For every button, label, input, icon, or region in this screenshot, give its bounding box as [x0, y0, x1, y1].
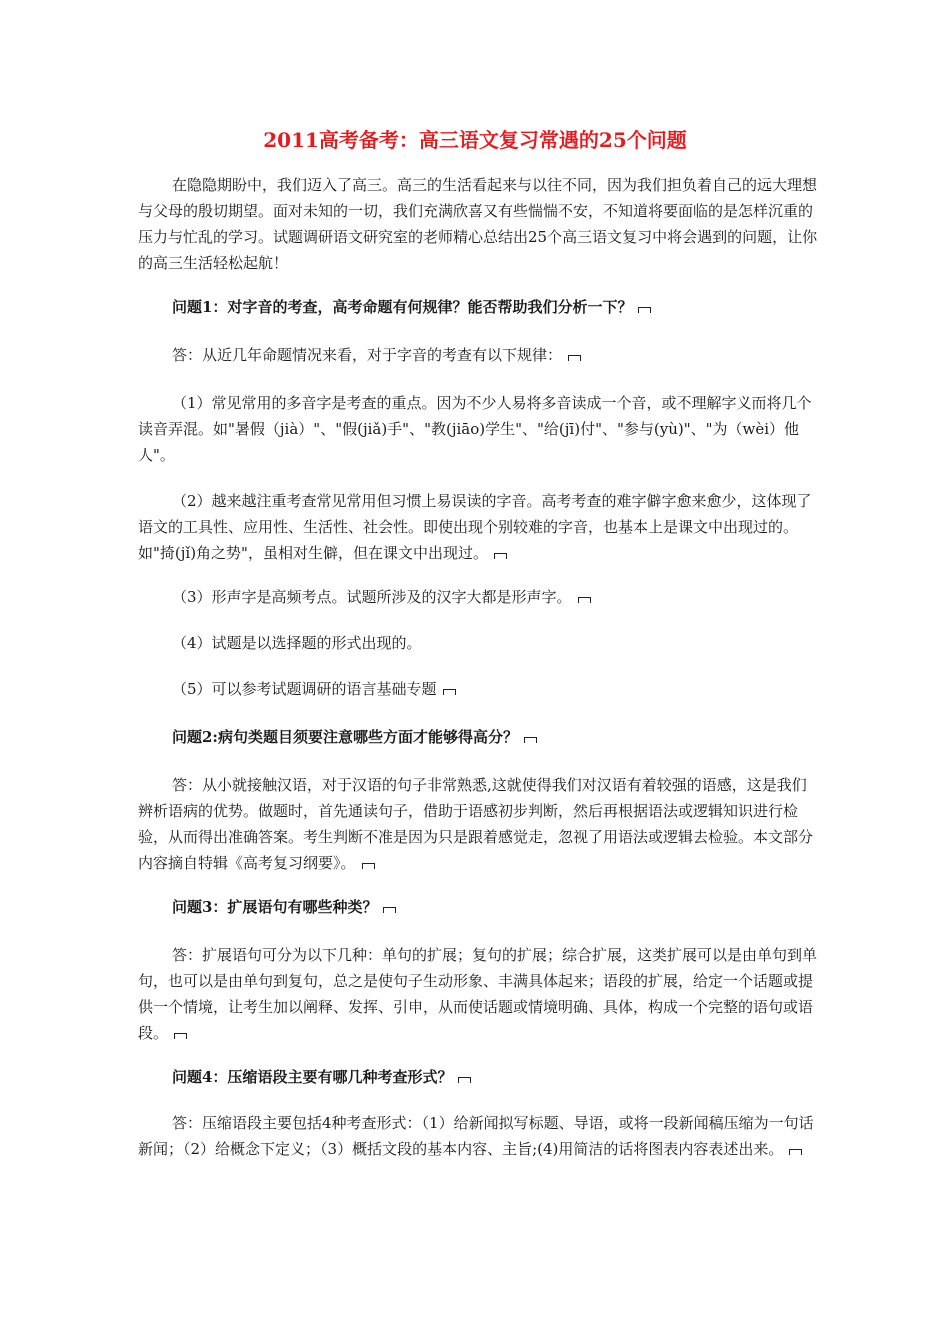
paragraph-mark-icon [458, 1077, 471, 1083]
answer-1-point-1: （1）常见常用的多音字是考查的重点。因为不少人易将多音读成一个音，或不理解字义而将几个读音弄混。如"暑假（jià）"、"假(jiǎ)手"、"教(jiāo)学生"、"给(jī)付"、"参与(yù)"、"为（wèi）他人"。 [138, 394, 812, 464]
paragraph-mark-icon [578, 597, 591, 603]
answer-1-point-2: （2）越来越注重考查常见常用但习惯上易误读的字音。高考考查的难字僻字愈来愈少，这体现了语文的工具性、应用性、生活性、社会性。即使出现个别较难的字音，也基本上是课文中出现过的。如"掎(jǐ)角之势"，虽相对生僻，但在课文中出现过。 [138, 492, 812, 562]
answer-1: 答：从近几年命题情况来看，对于字音的考查有以下规律： [138, 342, 818, 368]
paragraph-mark-icon [362, 863, 375, 869]
paragraph-mark-icon [524, 737, 537, 743]
document-title: 2011高考备考：高三语文复习常遇的25个问题 [263, 128, 687, 152]
question-4: 问题4：压缩语段主要有哪几种考查形式？ [138, 1064, 818, 1090]
question-1: 问题1：对字音的考查，高考命题有何规律？能否帮助我们分析一下？ [138, 294, 818, 320]
paragraph-mark-icon [494, 553, 507, 559]
question-3: 问题3：扩展语句有哪些种类？ [138, 894, 818, 920]
answer-1-point-4: （4）试题是以选择题的形式出现的。 [172, 634, 422, 652]
answer-2: 答：从小就接触汉语，对于汉语的句子非常熟悉,这就使得我们对汉语有着较强的语感，这是我们辨析语病的优势。做题时，首先通读句子，借助于语感初步判断，然后再根据语法或逻辑知识进行检验，从而得出准确答案。考生判断不准是因为只是跟着感觉走，忽视了用语法或逻辑去检验。本文部分内容摘自特辑《高考复习纲要》。 [138, 776, 814, 872]
intro-paragraph: 在隐隐期盼中，我们迈入了高三。高三的生活看起来与以往不同，因为我们担负着自己的远大理想与父母的殷切期望。面对未知的一切，我们充满欣喜又有些惴惴不安，不知道将要面临的是怎样沉重的压力与忙乱的学习。试题调研语文研究室的老师精心总结出25个高三语文复习中将会遇到的问题，让你的高三生活轻松起航！ [138, 176, 818, 272]
paragraph-mark-icon [638, 307, 651, 313]
answer-1-point-3: （3）形声字是高频考点。试题所涉及的汉字大都是形声字。 [138, 584, 818, 610]
answer-3: 答：扩展语句可分为以下几种：单句的扩展；复句的扩展；综合扩展，这类扩展可以是由单句到单句，也可以是由单句到复句，总之是使句子生动形象、丰满具体起来；语段的扩展，给定一个话题或提供一个情境，让考生加以阐释、发挥、引申，从而使话题或情境明确、具体，构成一个完整的语句或语段。 [138, 946, 818, 1042]
paragraph-mark-icon [789, 1149, 802, 1155]
paragraph-mark-icon [568, 355, 581, 361]
answer-4: 答：压缩语段主要包括4种考查形式：（1）给新闻拟写标题、导语，或将一段新闻稿压缩为一句话新闻；（2）给概念下定义；（3）概括文段的基本内容、主旨;(4)用简洁的话将图表内容表述出来。 [138, 1114, 814, 1158]
question-2: 问题2:病句类题目须要注意哪些方面才能够得高分？ [138, 724, 818, 750]
paragraph-mark-icon [443, 689, 456, 695]
paragraph-mark-icon [383, 907, 396, 913]
paragraph-mark-icon [174, 1033, 187, 1039]
answer-1-point-5: （5）可以参考试题调研的语言基础专题 [138, 676, 818, 702]
